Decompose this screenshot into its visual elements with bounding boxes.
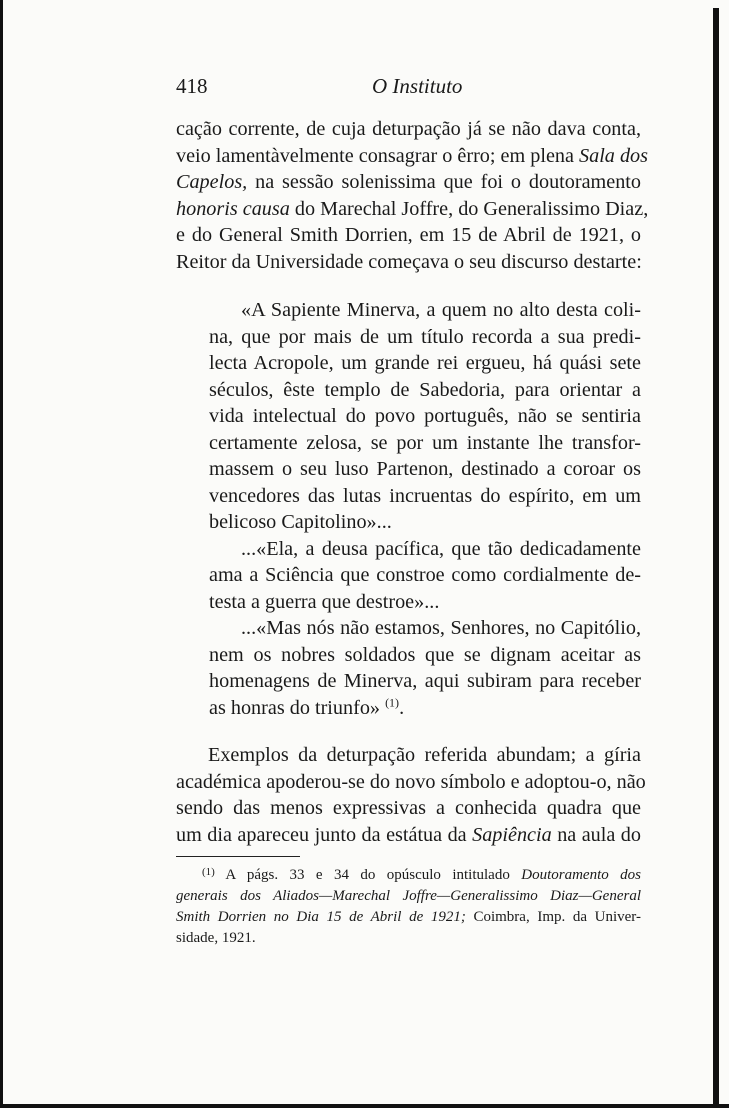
footnote-divider <box>176 856 300 857</box>
text-line: honoris causa do Marechal Joffre, do Generalissimo Diaz, <box>176 197 649 220</box>
footnote-mark: (1) <box>202 866 215 878</box>
quote-line: massem o seu luso Partenon, destinado a coroar os <box>209 458 641 480</box>
page-number: 418 <box>176 74 208 98</box>
quote-line: na, que por mais de um título recorda a sua predi- <box>209 325 641 348</box>
quote-line: lecta Acropole, um grande rei ergueu, há quási sete <box>209 352 641 374</box>
quote-line: vida intelectual do povo português, não se sentiria <box>209 405 641 427</box>
quote-line: testa a guerra que destroe»... <box>209 590 440 613</box>
quote-line: belicoso Capitolino»... <box>209 511 392 533</box>
footnote <box>176 862 641 949</box>
footnote-line: sidade, 1921. <box>176 930 256 946</box>
scan-border-right <box>713 8 719 1104</box>
text-line: sendo das menos expressivas a conhecida quadra que <box>176 797 641 819</box>
quote-line: ...«Ela, a deusa pacífica, que tão dedicadamente <box>241 537 641 560</box>
footnote-line: generais dos Aliados—Marechal Joffre—Generalissimo Diaz—General <box>176 888 641 904</box>
block-quote <box>209 297 641 721</box>
quote-line: vencedores das lutas incruentas do espírito, em um <box>209 484 641 507</box>
footnote-line: Smith Dorrien no Dia 15 de Abril de 1921; Coimbra, Imp. da Univer- <box>176 909 641 925</box>
quote-line: ama a Sciência que constroe como cordialmente de- <box>209 564 641 586</box>
paragraph-2 <box>176 742 646 848</box>
running-title: O Instituto <box>372 74 463 98</box>
footnote-reference: (1) <box>385 694 400 709</box>
text-line: Capelos, na sessão solenissima que foi o doutoramento <box>176 171 642 193</box>
text-line: cação corrente, de cuja deturpação já se não dava conta, <box>176 118 641 140</box>
text-line: um dia apareceu junto da estátua da Sapiência na aula do <box>176 823 641 846</box>
scan-border-bottom <box>0 1104 729 1108</box>
text-line: e do General Smith Dorrien, em 15 de Abril de 1921, o <box>176 224 641 246</box>
text-line: Exemplos da deturpação referida abundam; a gíria <box>208 744 641 766</box>
quote-line: séculos, êste templo de Sabedoria, para orientar a <box>209 378 641 401</box>
paragraph-1 <box>176 116 649 275</box>
quote-line: nem os nobres soldados que se dignam aceitar as <box>209 643 641 666</box>
footnote-line: $^{(1)}$ A págs. 33 e 34 do opúsculo intitulado Doutoramento dos <box>202 866 641 883</box>
text-line: académica apoderou-se do novo símbolo e adoptou-o, não <box>176 770 646 793</box>
quote-line: «A Sapiente Minerva, a quem no alto desta coli- <box>241 299 641 321</box>
text-line: veio lamentàvelmente consagrar o êrro; em plena Sala dos <box>176 144 648 167</box>
page-header <box>176 74 641 104</box>
scan-border-left <box>0 0 3 1108</box>
text-line: Reitor da Universidade começava o seu discurso destarte: <box>176 250 642 273</box>
quote-line: ...«Mas nós não estamos, Senhores, no Capitólio, <box>241 617 641 639</box>
quote-line: homenagens de Minerva, aqui subiram para receber <box>209 670 641 692</box>
quote-line: certamente zelosa, se por um instante lhe transfor- <box>209 431 641 454</box>
quote-line: as honras do triunfo» $^{(1)}$. <box>209 694 405 719</box>
